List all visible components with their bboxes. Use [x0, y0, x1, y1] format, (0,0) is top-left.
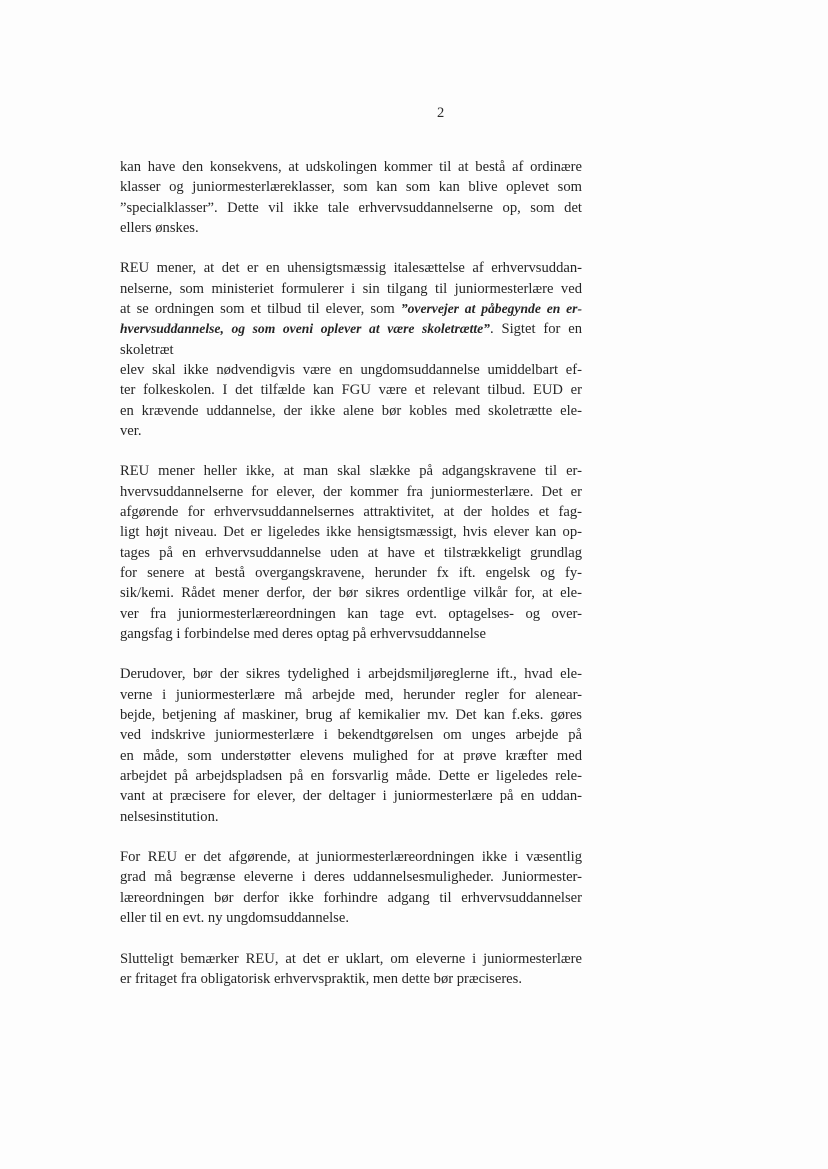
letter-body: [120, 157, 582, 1009]
text-line: ”specialklasser”. Dette vil ikke tale erhvervsuddannelserne op, som det: [120, 199, 582, 216]
text-line: REU mener, at det er en uhensigtsmæssig italesættelse af erhvervsuddan-: [120, 260, 582, 277]
page-number: 2: [437, 105, 445, 121]
text-line: nelserne, som ministeriet formulerer i sin tilgang til juniormesterlære ved: [120, 280, 582, 297]
paragraph-5: [120, 847, 582, 928]
paragraph-2: [120, 258, 582, 441]
text-line: afgørende for erhvervsuddannelsernes attraktivitet, at der holdes et fag-: [120, 504, 582, 521]
text-line: en krævende uddannelse, der ikke alene bør kobles med skoletrætte ele-: [120, 402, 582, 419]
text-line: [120, 319, 582, 360]
text-line: [120, 299, 582, 319]
text-line: gangsfag i forbindelse med deres optag på erhvervsuddannelse: [120, 625, 486, 642]
paragraph-3: [120, 461, 582, 644]
text-line: ved indskrive juniormesterlære i bekendtgørelsen om unges arbejde på: [120, 727, 582, 744]
text-line: For REU er det afgørende, at juniormesterlæreordningen ikke i væsentlig: [120, 849, 582, 866]
paragraph-1: [120, 157, 582, 238]
text-line: en måde, som understøtter elevens mulighed for at prøve kræfter med: [120, 747, 582, 764]
text-line: sik/kemi. Rådet mener derfor, der bør sikres ordentlige vilkår for, at ele-: [120, 585, 582, 602]
text-segment: . Sigtet for en skoletræt: [120, 321, 582, 358]
text-line: læreordningen bør derfor ikke forhindre adgang til erhvervsuddannelser: [120, 889, 582, 906]
text-line: nelsesinstitution.: [120, 808, 219, 825]
quoted-text: ”overvejer at påbegynde en er-: [400, 301, 582, 317]
text-line: ligt højt niveau. Det er ligeledes ikke hensigtsmæssigt, hvis elever kan op-: [120, 524, 582, 541]
quoted-text: hvervsuddannelse, og som oveni oplever at være skoletrætte”: [120, 321, 490, 337]
text-line: ellers ønskes.: [120, 219, 199, 236]
text-line: ver.: [120, 422, 142, 439]
text-line: Slutteligt bemærker REU, at det er uklart, om eleverne i juniormesterlære: [120, 950, 582, 967]
text-line: bejde, betjening af maskiner, brug af kemikalier mv. Det kan f.eks. gøres: [120, 707, 582, 724]
text-line: Derudover, bør der sikres tydelighed i arbejdsmiljøreglerne ift., hvad ele-: [120, 666, 582, 683]
paragraph-4: [120, 664, 582, 826]
text-line: arbejdet på arbejdspladsen på en forsvarlig måde. Dette er ligeledes rele-: [120, 767, 582, 784]
text-line: grad må begrænse eleverne i deres uddannelsesmuligheder. Juniormester-: [120, 869, 582, 886]
text-line: klasser og juniormesterlæreklasser, som kan som kan blive oplevet som: [120, 179, 582, 196]
text-line: er fritaget fra obligatorisk erhvervspraktik, men dette bør præciseres.: [120, 970, 522, 987]
text-line: vant at præcisere for elever, der deltager i juniormesterlære på en uddan-: [120, 788, 582, 805]
text-line: verne i juniormesterlære må arbejde med, herunder regler for alenear-: [120, 686, 582, 703]
text-line: kan have den konsekvens, at udskolingen kommer til at bestå af ordinære: [120, 159, 582, 175]
text-line: ver fra juniormesterlæreordningen kan tage evt. optagelses- og over-: [120, 605, 582, 622]
text-line: ter folkeskolen. I det tilfælde kan FGU være et relevant tilbud. EUD er: [120, 382, 582, 399]
paragraph-6: [120, 949, 582, 990]
text-segment: at se ordningen som et tilbud til elever, som: [120, 301, 401, 318]
text-line: REU mener heller ikke, at man skal slække på adgangskravene til er-: [120, 463, 582, 480]
text-line: elev skal ikke nødvendigvis være en ungdomsuddannelse umiddelbart ef-: [120, 361, 582, 378]
text-line: hvervsuddannelserne for elever, der kommer fra juniormesterlære. Det er: [120, 483, 582, 500]
text-line: tages på en erhvervsuddannelse uden at have et tilstrækkeligt grundlag: [120, 544, 582, 561]
text-line: for senere at bestå overgangskravene, herunder fx ift. engelsk og fy-: [120, 564, 582, 581]
text-line: eller til en evt. ny ungdomsuddannelse.: [120, 909, 349, 926]
